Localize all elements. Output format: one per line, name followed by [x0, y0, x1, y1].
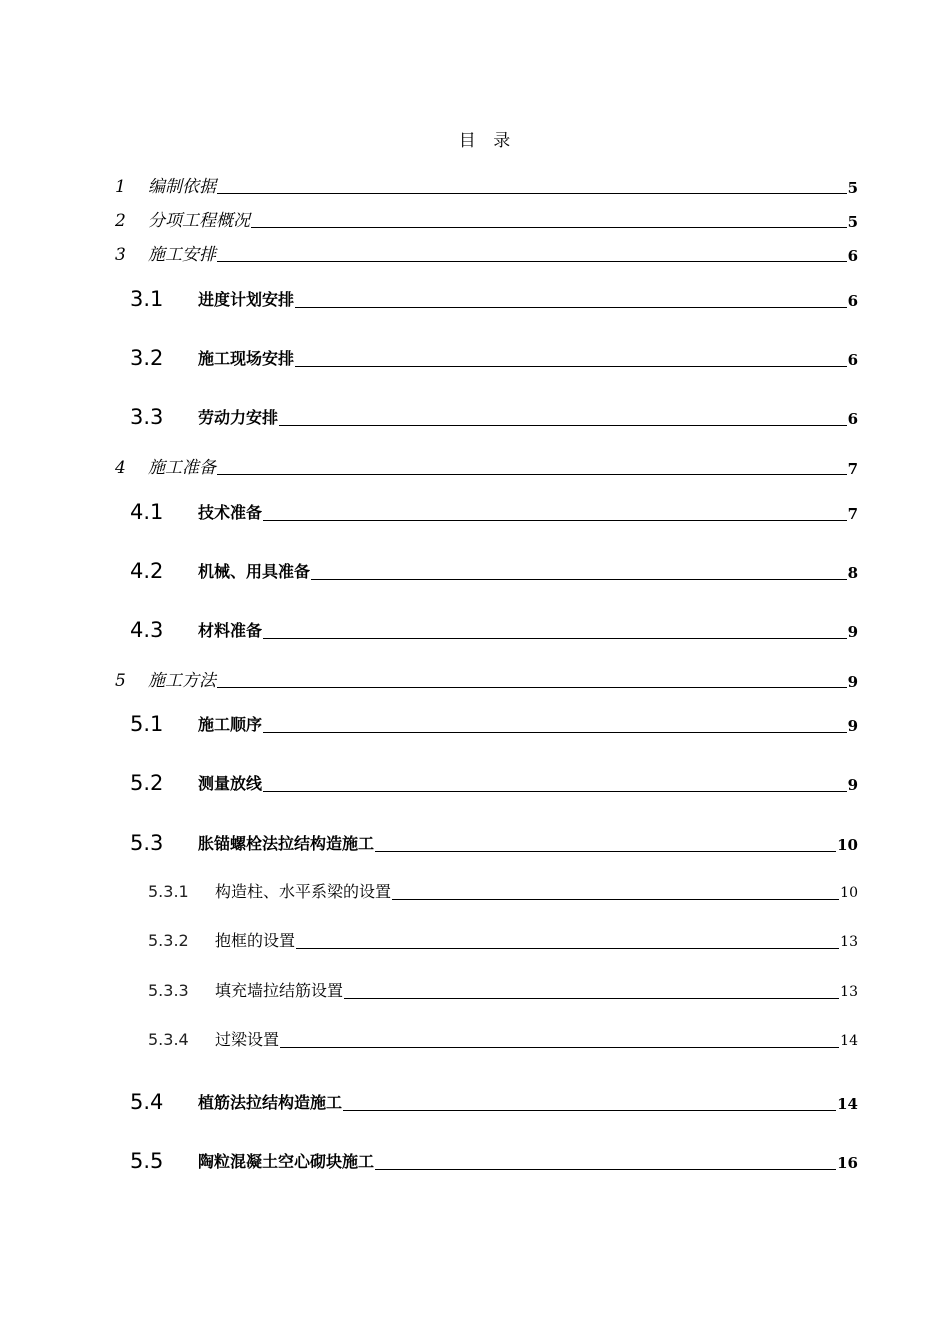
entry-number: 1	[115, 177, 126, 197]
entry-number: 2	[115, 211, 126, 231]
entry-page: 6	[847, 410, 858, 428]
entry-title: 技术准备	[198, 503, 263, 522]
entry-page: 16	[837, 1154, 858, 1172]
toc-entry[interactable]	[115, 453, 858, 478]
entry-title: 分项工程概况	[148, 211, 250, 231]
entry-title: 陶粒混凝土空心砌块施工	[198, 1152, 375, 1171]
entry-title: 施工顺序	[198, 715, 263, 734]
entry-page: 6	[847, 247, 858, 265]
entry-number: 3.3	[130, 405, 164, 429]
leader-line	[217, 260, 847, 262]
leader-line	[251, 226, 847, 228]
entry-page: 9	[847, 717, 858, 735]
leader-line	[263, 790, 847, 792]
toc-entry[interactable]	[130, 712, 858, 736]
entry-page: 13	[840, 934, 858, 950]
toc-entry[interactable]	[130, 346, 858, 370]
toc-entry[interactable]	[130, 618, 858, 642]
toc-entry[interactable]	[148, 1029, 858, 1051]
leader-line	[344, 997, 839, 999]
toc-entry[interactable]	[130, 500, 858, 524]
toc-entry[interactable]	[115, 666, 858, 691]
entry-number: 5.5	[130, 1149, 164, 1173]
entry-title: 填充墙拉结筋设置	[215, 981, 344, 1000]
entry-number: 4.2	[130, 559, 164, 583]
leader-line	[280, 1046, 839, 1048]
toc-entry[interactable]	[130, 1090, 858, 1114]
entry-number: 3.2	[130, 346, 164, 370]
entry-number: 5.3.3	[148, 981, 189, 1000]
entry-page: 8	[847, 564, 858, 582]
entry-number: 5.3.1	[148, 882, 189, 901]
toc-entry[interactable]	[148, 881, 858, 903]
leader-line	[263, 637, 847, 639]
entry-title: 测量放线	[198, 774, 263, 793]
toc-entry[interactable]	[130, 559, 858, 583]
leader-line	[263, 519, 847, 521]
toc-entry[interactable]	[130, 771, 858, 795]
leader-line	[295, 365, 847, 367]
toc-entry[interactable]	[115, 206, 858, 231]
leader-line	[217, 192, 847, 194]
leader-line	[217, 686, 847, 688]
entry-number: 5.2	[130, 771, 164, 795]
entry-number: 5.3.2	[148, 931, 189, 950]
entry-number: 5.4	[130, 1090, 164, 1114]
entry-page: 14	[837, 1095, 858, 1113]
entry-title: 机械、用具准备	[198, 562, 311, 581]
entry-page: 9	[847, 673, 858, 691]
entry-page: 6	[847, 351, 858, 369]
entry-title: 施工方法	[148, 671, 216, 691]
entry-number: 4.1	[130, 500, 164, 524]
toc-entry[interactable]	[115, 240, 858, 265]
leader-line	[343, 1109, 836, 1111]
entry-title: 施工现场安排	[198, 349, 295, 368]
toc-entry[interactable]	[148, 930, 858, 952]
toc-title: 目 录	[458, 131, 517, 151]
entry-page: 9	[847, 623, 858, 641]
leader-line	[375, 850, 836, 852]
toc-entry[interactable]	[130, 287, 858, 311]
leader-line	[217, 473, 847, 475]
entry-page: 10	[840, 885, 858, 901]
leader-line	[311, 578, 847, 580]
leader-line	[295, 306, 847, 308]
toc-entry[interactable]	[130, 831, 858, 855]
toc-entry[interactable]	[115, 172, 858, 197]
entry-page: 13	[840, 984, 858, 1000]
entry-number: 3	[115, 245, 126, 265]
entry-number: 5.1	[130, 712, 164, 736]
toc-entry[interactable]	[148, 980, 858, 1002]
entry-number: 4.3	[130, 618, 164, 642]
entry-page: 5	[847, 213, 858, 231]
leader-line	[279, 424, 847, 426]
leader-line	[296, 947, 839, 949]
entry-page: 7	[847, 505, 858, 523]
entry-title: 施工安排	[148, 245, 216, 265]
entry-title: 进度计划安排	[198, 290, 295, 309]
toc-entry[interactable]	[130, 1149, 858, 1173]
entry-title: 过梁设置	[215, 1030, 280, 1049]
entry-page: 10	[837, 836, 858, 854]
entry-title: 编制依据	[148, 177, 216, 197]
entry-page: 6	[847, 292, 858, 310]
entry-number: 5.3	[130, 831, 164, 855]
leader-line	[375, 1168, 836, 1170]
entry-page: 9	[847, 776, 858, 794]
entry-title: 构造柱、水平系梁的设置	[215, 882, 392, 901]
entry-number: 5.3.4	[148, 1030, 189, 1049]
entry-number: 4	[115, 458, 126, 478]
entry-number: 3.1	[130, 287, 164, 311]
entry-number: 5	[115, 671, 126, 691]
entry-page: 5	[847, 179, 858, 197]
entry-title: 胀锚螺栓法拉结构造施工	[198, 834, 375, 853]
entry-title: 材料准备	[198, 621, 263, 640]
entry-title: 抱框的设置	[215, 931, 296, 950]
entry-page: 14	[840, 1033, 858, 1049]
entry-title: 植筋法拉结构造施工	[198, 1093, 343, 1112]
entry-title: 劳动力安排	[198, 408, 279, 427]
leader-line	[263, 731, 847, 733]
entry-title: 施工准备	[148, 458, 216, 478]
entry-page: 7	[847, 460, 858, 478]
leader-line	[392, 898, 839, 900]
toc-entry[interactable]	[130, 405, 858, 429]
